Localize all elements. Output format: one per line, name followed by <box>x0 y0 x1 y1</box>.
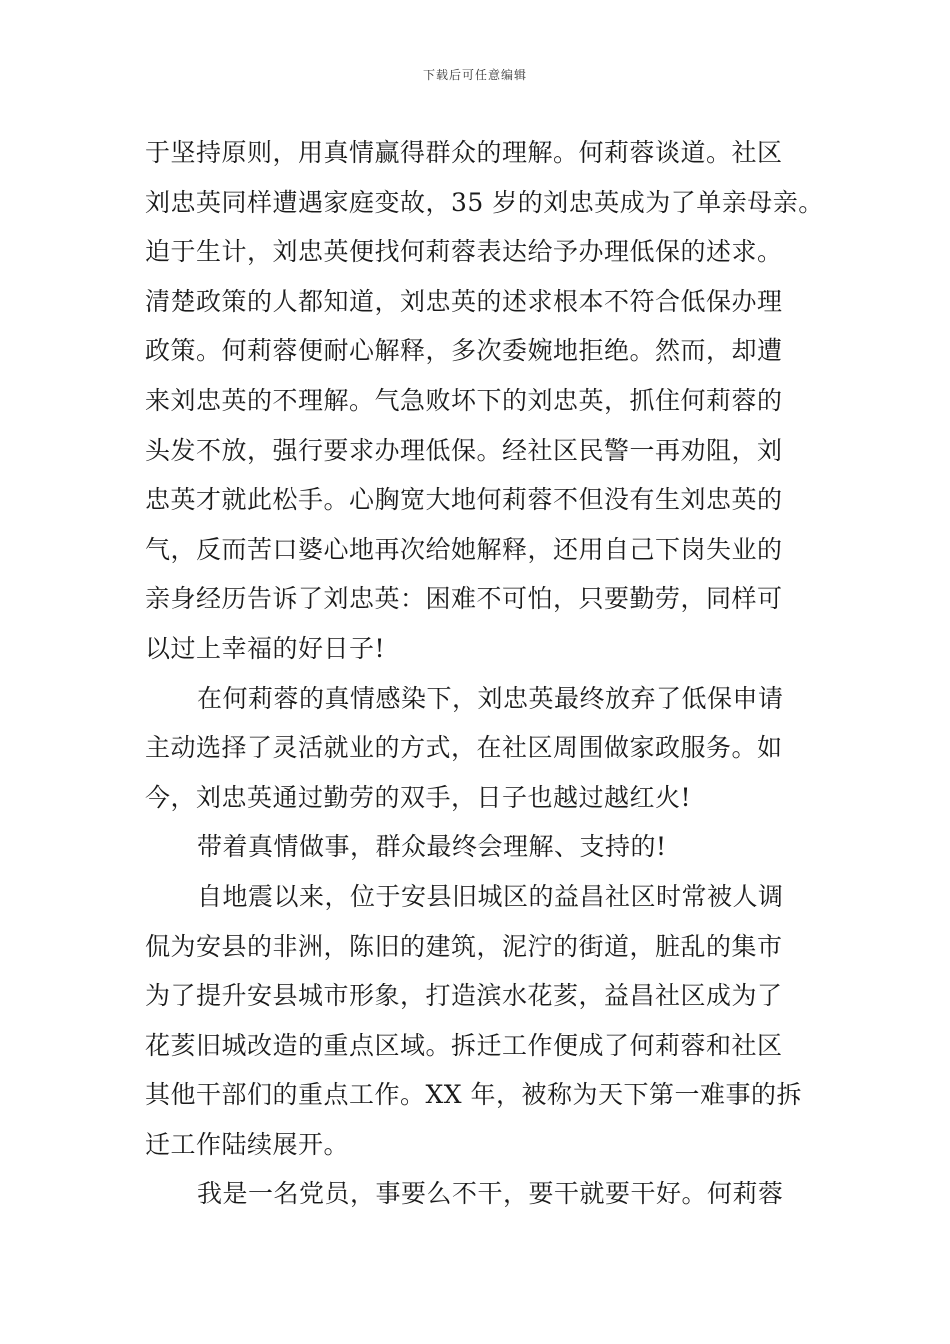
text-line: 迁工作陆续展开。 <box>145 1129 350 1159</box>
text-line: 清楚政策的人都知道，刘忠英的述求根本不符合低保办理 <box>145 286 783 316</box>
text-line: 我是一名党员，事要么不干，要干就要干好。何莉蓉 <box>197 1179 784 1209</box>
text-line: 于坚持原则，用真情赢得群众的理解。何莉蓉谈道。社区 <box>145 138 783 167</box>
text-line: 气，反而苦口婆心地再次给她解释，还用自己下岗失业的 <box>145 534 783 564</box>
text-line: 其他干部们的重点工作。XX 年，被称为天下第一难事的拆 <box>145 1080 803 1110</box>
text-line: 侃为安县的非洲，陈旧的建筑，泥泞的街道，脏乱的集市 <box>145 931 783 961</box>
text-line: 迫于生计，刘忠英便找何莉蓉表达给予办理低保的述求。 <box>145 237 783 267</box>
text-line: 今，刘忠英通过勤劳的双手，日子也越过越红火! <box>145 782 692 812</box>
text-line: 忠英才就此松手。心胸宽大地何莉蓉不但没有生刘忠英的 <box>145 485 783 515</box>
text-line: 来刘忠英的不理解。气急败坏下的刘忠英，抓住何莉蓉的 <box>145 385 783 415</box>
text-line: 为了提升安县城市形象，打造滨水花荄，益昌社区成为了 <box>145 981 783 1011</box>
text-line: 头发不放，强行要求办理低保。经社区民警一再劝阻，刘 <box>145 435 783 465</box>
text-line: 刘忠英同样遭遇家庭变故，35 岁的刘忠英成为了单亲母亲。 <box>145 187 824 217</box>
text-line: 带着真情做事，群众最终会理解、支持的! <box>197 832 667 862</box>
text-line: 政策。何莉蓉便耐心解释，多次委婉地拒绝。然而，却遭 <box>145 336 783 366</box>
text-line: 亲身经历告诉了刘忠英：困难不可怕，只要勤劳，同样可 <box>145 584 783 614</box>
text-line: 在何莉蓉的真情感染下，刘忠英最终放弃了低保申请 <box>197 683 784 713</box>
text-line: 主动选择了灵活就业的方式，在社区周围做家政服务。如 <box>145 733 783 763</box>
text-line: 以过上幸福的好日子! <box>145 633 386 663</box>
page-header: 下载后可任意编辑 <box>422 68 527 82</box>
text-line: 花荄旧城改造的重点区域。拆迁工作便成了何莉蓉和社区 <box>145 1030 783 1060</box>
body-text <box>145 128 824 1219</box>
text-line: 自地震以来，位于安县旧城区的益昌社区时常被人调 <box>197 881 784 911</box>
